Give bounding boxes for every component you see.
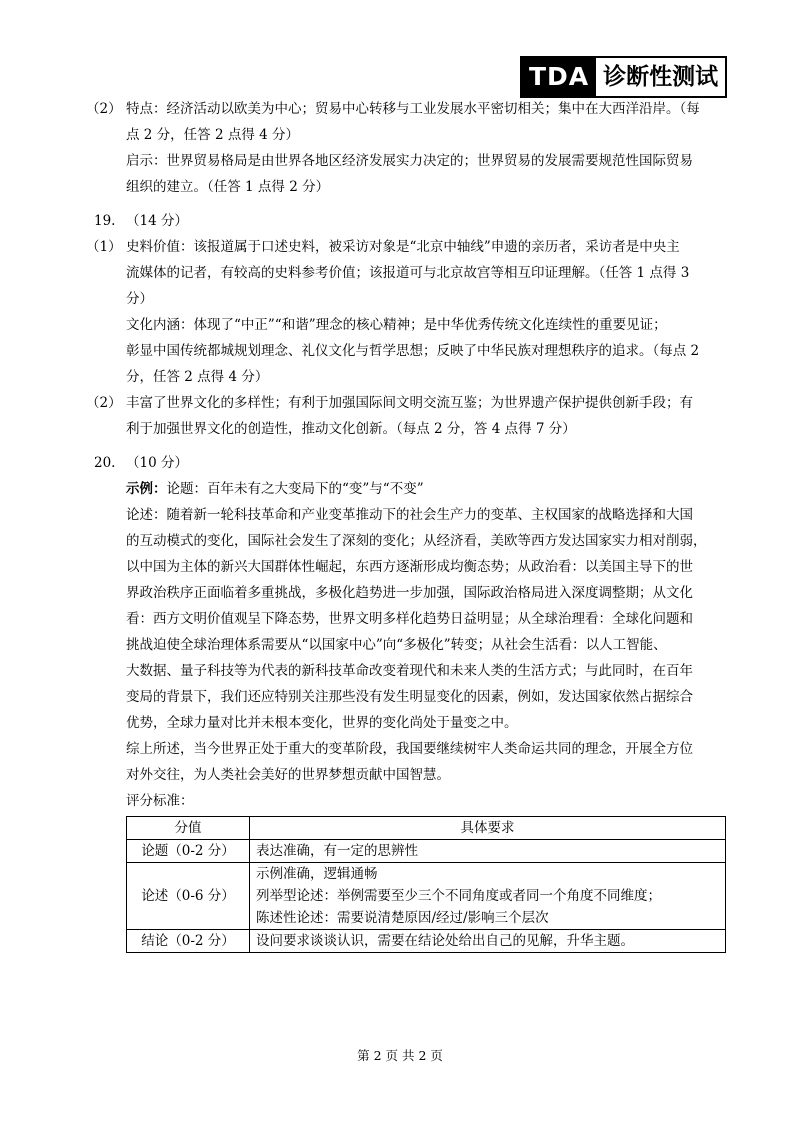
q19-number: 19. — [94, 213, 116, 229]
q20-body — [94, 476, 726, 953]
q20-line: 综上所述，当今世界正处于重大的变革阶段，我国要继续树牢人类命运共同的理念，开展全方位 — [126, 741, 693, 757]
q19-2-line-2: 利于加强世界文化的创造性，推动文化创新。（每点 2 分，答 4 点得 7 分） — [126, 421, 576, 437]
q20-line: 挑战迫使全球治理体系需要从“以国家中心”向“多极化”转变；从社会生活看：以人工智能、 — [126, 637, 667, 653]
table-row — [127, 840, 726, 863]
q20-example-label: 示例： — [126, 481, 167, 497]
table-row — [127, 863, 726, 930]
header-requirements: 具体要求 — [250, 817, 726, 840]
q19-part-1-label: （1） — [86, 239, 122, 255]
q19-score: （14 分） — [126, 213, 188, 229]
q18-2-line-4: 组织的建立。（任答 1 点得 2 分） — [126, 179, 330, 195]
q20-line: 看：西方文明价值观呈下降态势，世界文明多样化趋势日益明显；从全球治理看：全球化问题和 — [126, 611, 693, 627]
q20-line: 的互动模式的变化，国际社会发生了深刻的变化；从经济看，美欧等西方发达国家实力相对削弱， — [126, 533, 707, 549]
q20-heading — [94, 450, 726, 476]
q18-part-2 — [86, 96, 726, 200]
q19-part-2-label: （2） — [86, 395, 122, 411]
q19-1-line-4: 文化内涵：体现了“中正”“和谐”理念的核心精神；是中华优秀传统文化连续性的重要见证； — [126, 317, 667, 333]
q19-2-line-1: 丰富了世界文化的多样性；有利于加强国际间文明交流互鉴；为世界遗产保护提供创新手段；有 — [126, 395, 693, 411]
q20-line: 论述：随着新一轮科技革命和产业变革推动下的社会生产力的变革、主权国家的战略选择和大国 — [126, 507, 693, 523]
q19-1-line-1: 史料价值：该报道属于口述史料，被采访对象是“北京中轴线”申遗的亲历者，采访者是中央主 — [126, 239, 680, 255]
argument-req-line: 陈述性论述：需要说清楚原因/经过/影响三个层次 — [256, 910, 549, 926]
logo-tda: TDA — [522, 58, 596, 96]
q19-1-line-5: 彰显中国传统都城规划理念、礼仪文化与哲学思想；反映了中华民族对理想秩序的追求。（每点 2 — [126, 343, 700, 359]
table-header-row — [127, 817, 726, 840]
argument-req-line: 列举型论述：举例需要至少三个不同角度或者同一个角度不同维度； — [256, 888, 661, 904]
q20-score: （10 分） — [126, 455, 188, 471]
row-conclusion-score: 结论（0-2 分） — [127, 930, 250, 953]
q18-2-line-2: 点 2 分，任答 2 点得 4 分） — [126, 127, 300, 143]
q19-1-line-6: 分，任答 2 点得 4 分） — [126, 369, 269, 385]
q20-line: 对外交往，为人类社会美好的世界梦想贡献中国智慧。 — [126, 767, 450, 783]
q20-number: 20. — [94, 455, 116, 471]
q18-2-line-1: 特点：经济活动以欧美为中心；贸易中心转移与工业发展水平密切相关；集中在大西洋沿岸。（每 — [126, 101, 700, 117]
row-conclusion-req: 设问要求谈谈认识，需要在结论处给出自己的见解，升华主题。 — [250, 930, 726, 953]
q19-1-line-3: 分） — [126, 291, 153, 307]
row-argument-req — [250, 863, 726, 930]
q20-example — [126, 476, 726, 502]
q20-line: 优势，全球力量对比并未根本变化，世界的变化尚处于量变之中。 — [126, 715, 518, 731]
table-row — [127, 930, 726, 953]
q20-line: 界政治秩序正面临着多重挑战，多极化趋势进一步加强，国际政治格局进入深度调整期；从文化 — [126, 585, 693, 601]
q19-1-line-2: 流媒体的记者，有较高的史料参考价值；该报道可与北京故宫等相互印证理解。（任答 1 点得 3 — [126, 265, 690, 281]
q20-line: 变局的背景下，我们还应特别关注那些没有发生明显变化的因素，例如，发达国家依然占据综合 — [126, 689, 693, 705]
header-score: 分值 — [127, 817, 250, 840]
tda-diagnostic-test-logo — [520, 56, 727, 98]
q20-line: 大数据、量子科技等为代表的新科技革命改变着现代和未来人类的生活方式；与此同时，在百年 — [126, 663, 693, 679]
row-thesis-req: 表达准确，有一定的思辨性 — [250, 840, 726, 863]
page-footer: 第 2 页 共 2 页 — [357, 1048, 443, 1063]
q19-part-2 — [86, 390, 726, 442]
q19-part-1 — [86, 234, 726, 390]
argument-req-line: 示例准确，逻辑通畅 — [256, 866, 378, 882]
q20-line: 以中国为主体的新兴大国群体性崛起，东西方逐渐形成均衡态势；从政治看：以美国主导下的世 — [126, 559, 693, 575]
logo-title: 诊断性测试 — [596, 58, 725, 96]
q19-heading — [94, 208, 726, 234]
answer-content — [86, 96, 726, 953]
rubric-title: 评分标准： — [126, 793, 194, 809]
rubric-table — [126, 816, 726, 953]
q18-part-2-label: （2） — [86, 101, 122, 117]
q20-thesis: 论题：百年未有之大变局下的“变”与“不变” — [166, 481, 424, 497]
row-thesis-score: 论题（0-2 分） — [127, 840, 250, 863]
q18-2-line-3: 启示：世界贸易格局是由世界各地区经济发展实力决定的；世界贸易的发展需要规范性国际贸易 — [126, 153, 693, 169]
row-argument-score: 论述（0-6 分） — [127, 863, 250, 930]
